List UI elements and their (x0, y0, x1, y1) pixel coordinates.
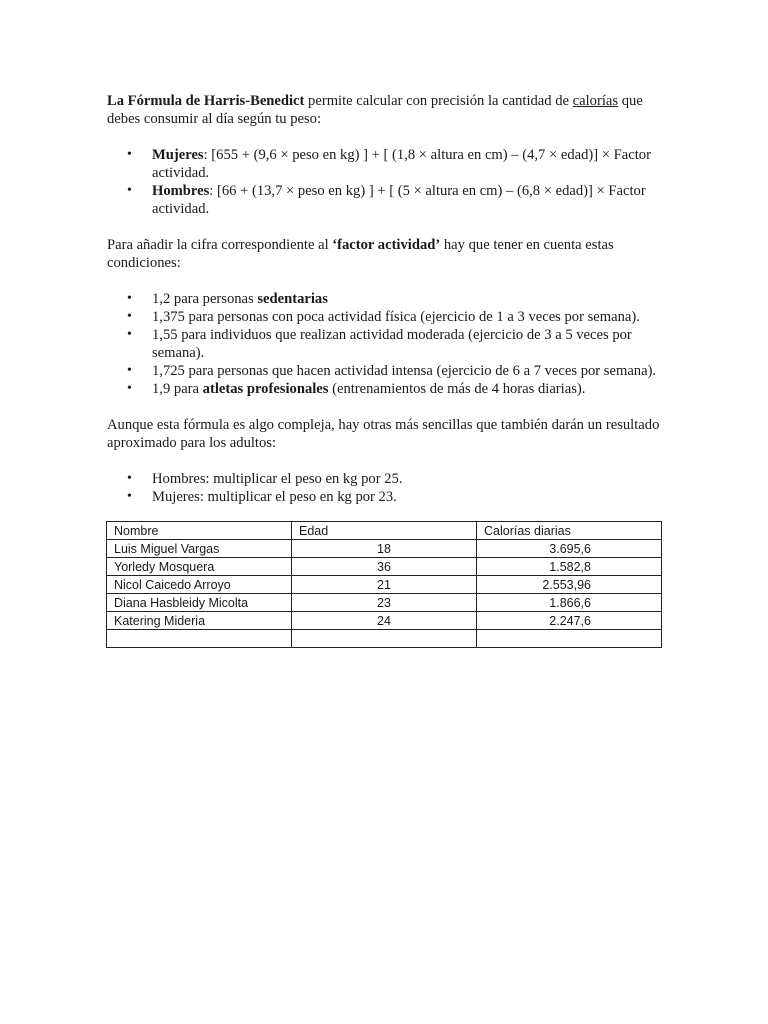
cell-nombre: Luis Miguel Vargas (107, 540, 292, 558)
table-row (107, 612, 662, 630)
simple-rule-item: • Hombres: multiplicar el peso en kg por 25. (107, 470, 667, 488)
intro-text-1: permite calcular con precisión la cantidad de (304, 93, 573, 109)
factor-text: 1,375 para personas con poca actividad física (ejercicio de 1 a 3 veces por semana). (152, 309, 640, 325)
cell-nombre: Diana Hasbleidy Micolta (107, 594, 292, 612)
formula-label: Hombres (152, 183, 210, 199)
conditions-paragraph (107, 236, 667, 272)
cell-edad: 23 (292, 594, 477, 612)
cell-calorias (477, 630, 662, 648)
intro-text-2: que debes consumir al día según tu peso: (107, 93, 643, 127)
simple-rule-item: • Mujeres: multiplicar el peso en kg por 23. (107, 488, 667, 506)
factor-item (107, 290, 667, 308)
factor-actividad-term: ‘factor actividad’ (332, 237, 441, 253)
column-header-nombre: Nombre (107, 522, 292, 540)
cell-calorias: 1.866,6 (477, 594, 662, 612)
table-row (107, 576, 662, 594)
factor-item (107, 380, 667, 398)
table-row (107, 540, 662, 558)
formula-text: : [66 + (13,7 × peso en kg) ] + [ (5 × altura en cm) – (6,8 × edad)] × Factor actividad. (152, 183, 646, 217)
cell-nombre: Nicol Caicedo Arroyo (107, 576, 292, 594)
column-header-edad: Edad (292, 522, 477, 540)
cell-edad: 24 (292, 612, 477, 630)
factor-text: 1,725 para personas que hacen actividad intensa (ejercicio de 6 a 7 veces por semana). (152, 363, 657, 379)
table-row (107, 594, 662, 612)
cell-nombre (107, 630, 292, 648)
factor-item (107, 362, 667, 380)
table-row (107, 558, 662, 576)
table-header-row (107, 522, 662, 540)
simple-formulas-paragraph: Aunque esta fórmula es algo compleja, hay otras más sencillas que también darán un resultado aproximado para los adultos: (107, 417, 660, 451)
cell-edad: 18 (292, 540, 477, 558)
cell-calorias: 3.695,6 (477, 540, 662, 558)
cell-calorias: 1.582,8 (477, 558, 662, 576)
formula-item-hombres (107, 182, 667, 218)
cell-calorias: 2.553,96 (477, 576, 662, 594)
formula-name: La Fórmula de Harris-Benedict (107, 93, 305, 109)
intro-paragraph (107, 92, 667, 128)
simple-rules-list (107, 470, 667, 506)
conditions-text-2: hay que tener en cuenta estas condiciones: (107, 237, 614, 271)
factor-bold: atletas profesionales (202, 381, 329, 397)
calories-table (106, 521, 662, 648)
factor-text: 1,9 para (152, 381, 203, 397)
document-body (107, 92, 667, 506)
cell-edad: 21 (292, 576, 477, 594)
calorias-link[interactable]: calorías (572, 93, 619, 109)
conditions-text-1: Para añadir la cifra correspondiente al (107, 237, 333, 253)
formula-label: Mujeres (152, 147, 204, 163)
formulas-list (107, 146, 667, 218)
formula-text: : [655 + (9,6 × peso en kg) ] + [ (1,8 × altura en cm) – (4,7 × edad)] × Factor actividad. (152, 147, 651, 181)
table-row-empty (107, 630, 662, 648)
cell-nombre: Katering Mideria (107, 612, 292, 630)
factors-list (107, 290, 667, 398)
cell-calorias: 2.247,6 (477, 612, 662, 630)
cell-edad: 36 (292, 558, 477, 576)
column-header-calorias: Calorías diarias (477, 522, 662, 540)
factor-text-after: (entrenamientos de más de 4 horas diarias). (328, 381, 586, 397)
formula-item-mujeres (107, 146, 667, 182)
factor-bold: sedentarias (257, 291, 328, 307)
factor-text: 1,55 para individuos que realizan actividad moderada (ejercicio de 3 a 5 veces por semana). (152, 327, 632, 361)
factor-item (107, 308, 667, 326)
cell-edad (292, 630, 477, 648)
factor-text: 1,2 para personas (152, 291, 258, 307)
factor-item (107, 326, 667, 362)
cell-nombre: Yorledy Mosquera (107, 558, 292, 576)
